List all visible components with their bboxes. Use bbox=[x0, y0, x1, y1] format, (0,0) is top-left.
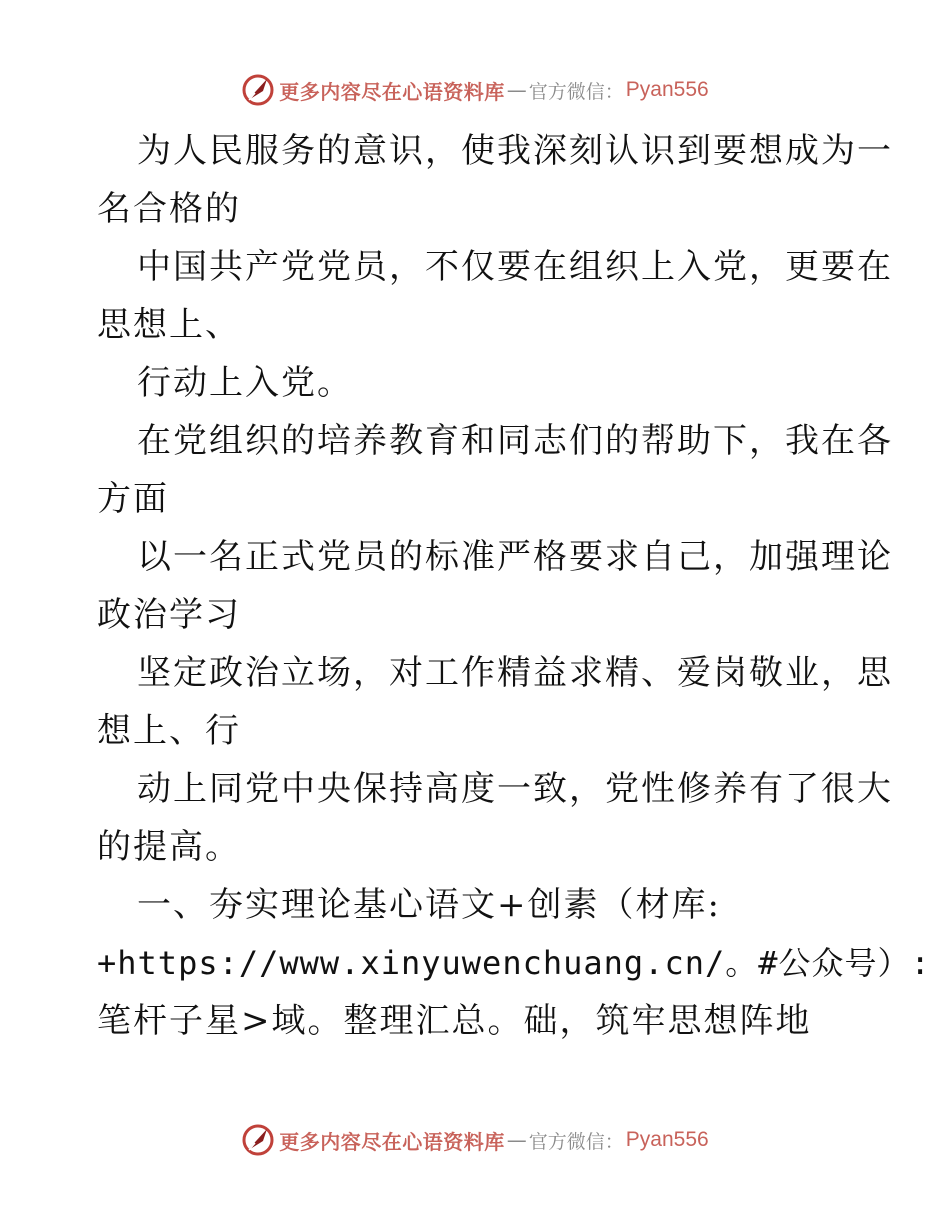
banner-text: 更多内容尽在心语资料库 bbox=[279, 79, 505, 104]
banner-wechat-label: 官方微信： bbox=[528, 80, 624, 103]
header-banner bbox=[0, 70, 950, 110]
text-line: 的提高。 bbox=[97, 827, 241, 867]
text-line: 中国共产党党员，不仅要在组织上入党，更要在 bbox=[137, 247, 893, 287]
text-line: 想上、行 bbox=[97, 711, 241, 751]
text-line-url: +https://www.xinyuwenchuang.cn/。#公众号）: bbox=[97, 944, 931, 982]
text-line: 为人民服务的意识，使我深刻认识到要想成为一 bbox=[137, 131, 893, 171]
text-line: 政治学习 bbox=[97, 595, 241, 635]
text-line: 动上同党中央保持高度一致，党性修养有了很大 bbox=[137, 769, 893, 809]
text-line: 思想上、 bbox=[97, 305, 241, 345]
text-line: 在党组织的培养教育和同志们的帮助下，我在各 bbox=[137, 421, 893, 461]
text-line: 以一名正式党员的标准严格要求自己，加强理论 bbox=[137, 537, 893, 577]
banner-separator: — bbox=[506, 78, 527, 102]
text-line: 行动上入党。 bbox=[137, 363, 353, 403]
footer-banner bbox=[0, 1120, 950, 1160]
quill-logo-icon bbox=[241, 1123, 275, 1157]
quill-logo-icon bbox=[241, 73, 275, 107]
banner-wechat-id: Pyan556 bbox=[625, 78, 709, 101]
text-line: 一、夯实理论基心语文+创素（材库: bbox=[137, 885, 721, 925]
text-line: 方面 bbox=[97, 479, 169, 519]
text-line: 笔杆子星>域。整理汇总。础，筑牢思想阵地 bbox=[97, 1001, 812, 1041]
text-line: 名合格的 bbox=[97, 189, 241, 229]
document-body bbox=[97, 122, 931, 1050]
banner-separator: — bbox=[506, 1128, 527, 1152]
text-line: 坚定政治立场，对工作精益求精、爱岗敬业，思 bbox=[137, 653, 893, 693]
banner-wechat-label: 官方微信： bbox=[528, 1130, 624, 1153]
banner-text: 更多内容尽在心语资料库 bbox=[279, 1129, 505, 1154]
banner-wechat-id: Pyan556 bbox=[625, 1128, 709, 1151]
